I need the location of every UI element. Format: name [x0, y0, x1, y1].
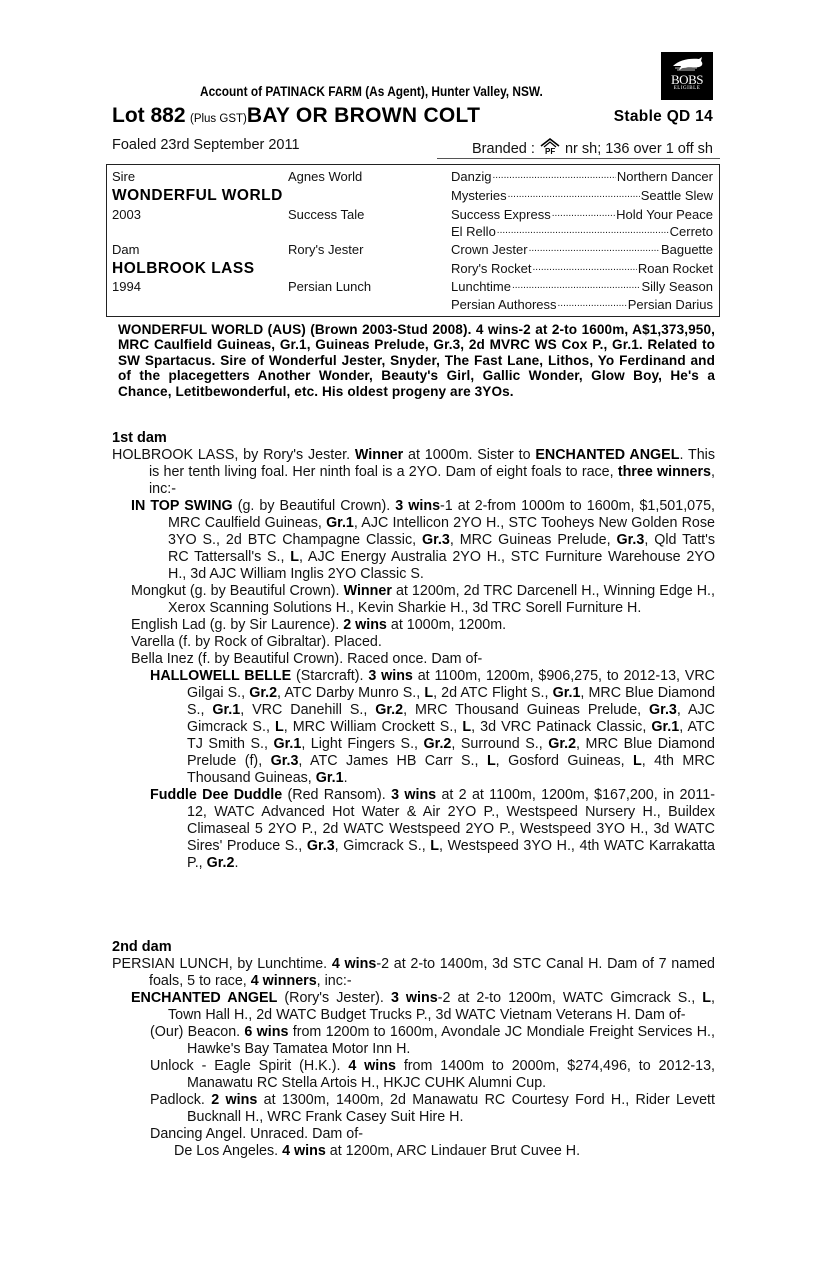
dam-intro: HOLBROOK LASS, by Rory's Jester. Winner at 1000m. Sister to ENCHANTED ANGEL. This is her tenth living foal. Her ninth foal is a 2YO. Dam of eight foals to race, three winners, inc:- [112, 447, 715, 497]
horse-head-icon [669, 56, 705, 72]
ancestor-sire: El Rello [451, 224, 496, 239]
ancestor-dam: Silly Season [641, 279, 713, 294]
progeny-entry: Mongkut (g. by Beautiful Crown). Winner at 1200m, 2d TRC Darcenell H., Winning Edge H., Xerox Scanning Solutions H., Kevin Sharkie H., 3d TRC Sorell Furniture H. [131, 583, 715, 616]
second-dam-section [112, 939, 715, 1160]
lot-description: BAY OR BROWN COLT [246, 104, 481, 127]
progeny-entry: Dancing Angel. Unraced. Dam of- [150, 1126, 363, 1142]
progeny-list [112, 498, 715, 872]
ancestor-dam: Roan Rocket [637, 261, 713, 276]
logo-eligible-text: ELIGIBLE [673, 86, 701, 91]
ancestor-row [451, 279, 713, 294]
lot-heading [112, 104, 715, 128]
ancestor-dam: Hold Your Peace [616, 207, 713, 222]
progeny-entry: (Our) Beacon. 6 wins from 1200m to 1600m, Avondale JC Mondiale Freight Services H., Hawke's Bay Tamatea Motor Inn H. [150, 1024, 715, 1057]
section-heading: 2nd dam [112, 939, 172, 955]
branded-label: Branded : [472, 141, 535, 157]
sire-label: Sire [112, 169, 136, 184]
progeny-entry: IN TOP SWING (g. by Beautiful Crown). 3 wins-1 at 2-from 1000m to 1600m, $1,501,075, MRC Caulfield Guineas, Gr.1, AJC Intellicon 2YO H., STC Tooheys New Golden Rose 3YO S., 2d BTC Champagne Classic, Gr.3, MRC Guineas Prelude, Gr.3, Qld Tatt's RC Tattersall's S., L, AJC Energy Australia 2YO H., STC Furniture Warehouse 2YO H., 3d AJC William Inglis 2YO Classic S. [131, 498, 716, 582]
progeny-list [112, 990, 715, 1160]
leader-dots [552, 207, 615, 222]
progeny-entry: De Los Angeles. 4 wins at 1200m, ARC Lindauer Brut Cuvee H. [174, 1143, 581, 1159]
ancestor-row [451, 169, 713, 184]
progeny-entry: ENCHANTED ANGEL (Rory's Jester). 3 wins-2 at 2-to 1200m, WATC Gimcrack S., L, Town Hall H., 2d WATC Budget Trucks P., 3d WATC Vietnam Veterans H. Dam of- [131, 990, 716, 1023]
ancestor-sire: Lunchtime [451, 279, 511, 294]
ancestor-row [451, 261, 713, 276]
leader-dots [512, 279, 640, 294]
vendor-account: Account of PATINACK FARM (As Agent), Hunter Valley, NSW. [200, 84, 543, 99]
logo-bobs-text: BOBS [671, 72, 703, 87]
progeny-entry: Padlock. 2 wins at 1300m, 1400m, 2d Manawatu RC Courtesy Ford H., Rider Levett Bucknall H., WRC Frank Casey Suit Hire H. [150, 1092, 716, 1125]
leader-dots [492, 169, 615, 184]
leader-dots [529, 242, 660, 257]
section-heading: 1st dam [112, 430, 167, 446]
progeny-entry: HALLOWELL BELLE (Starcraft). 3 wins at 1100m, 1200m, $906,275, to 2012-13, VRC Gilgai S., Gr.2, ATC Darby Munro S., L, 2d ATC Flight S., Gr.1, MRC Blue Diamond S., Gr.1, VRC Danehill S., Gr.2, MRC Thousand Guineas Prelude, Gr.3, AJC Gimcrack S., L, MRC William Crockett S., L, 3d VRC Patinack Classic, Gr.1, ATC TJ Smith S., Gr.1, Light Fingers S., Gr.2, Surround S., Gr.2, MRC Blue Diamond Prelude (f), Gr.3, ATC James HB Carr S., L, Gosford Guineas, L, 4th MRC Thousand Guineas, Gr.1. [150, 668, 716, 786]
leader-dots [533, 261, 637, 276]
sire-year: 2003 [112, 207, 141, 222]
ancestor-sire: Danzig [451, 169, 492, 184]
progeny-entry: Unlock - Eagle Spirit (H.K.). 4 wins from 1400m to 2000m, $274,496, to 2012-13, Manawatu RC Stella Artois H., HKJC CUHK Alumni Cup. [150, 1058, 715, 1091]
ancestor-dam: Northern Dancer [616, 169, 713, 184]
bobs-eligible-logo [661, 52, 713, 100]
progeny-entry: Bella Inez (f. by Beautiful Crown). Raced once. Dam of- [131, 651, 483, 667]
header-divider [437, 158, 720, 159]
ancestor-row [451, 242, 713, 257]
leader-dots [558, 297, 627, 312]
dam-sire: Rory's Jester [288, 242, 364, 257]
progeny-entry: Fuddle Dee Duddle (Red Ransom). 3 wins at 2 at 1100m, 1200m, $167,200, in 2011-12, WATC Advanced Hot Water & Air 2YO P., Westspeed Nursery H., Buildex Climaseal 5 2YO P., 2d WATC Westspeed 2YO P., Westspeed 3YO H., 3d WATC Sires' Produce S., Gr.3, Gimcrack S., L, Westspeed 3YO H., 4th WATC Karrakatta P., Gr.2. [150, 787, 716, 871]
dam-label: Dam [112, 242, 140, 257]
ancestor-dam: Persian Darius [627, 297, 713, 312]
ancestor-sire: Rory's Rocket [451, 261, 532, 276]
svg-text:PF: PF [544, 147, 556, 155]
ancestor-row [451, 207, 713, 222]
branded-text: nr sh; 136 over 1 off sh [564, 141, 713, 157]
sire-summary: WONDERFUL WORLD (AUS) (Brown 2003-Stud 2008). 4 wins-2 at 2-to 1600m, A$1,373,950, MRC Caulfield Guineas, Gr.1, Guineas Prelude, Gr.3, 2d MVRC WS Cox P., Gr.1. Related to SW Spartacus. Sire of Wonderful Jester, Snyder, The Fast Lane, Lithos, Yo Ferdinand and of the placegetters Another Wonder, Beauty's Girl, Gallic Wonder, Glow Boy, He's a Chance, Letitbewonderful, etc. His oldest progeny are 3YOs. [118, 322, 715, 399]
first-dam-section [112, 430, 715, 872]
ancestor-row [451, 297, 713, 312]
pedigree-table [106, 164, 720, 317]
progeny-entry: Varella (f. by Rock of Gibraltar). Placed. [131, 634, 382, 650]
foaled-date: Foaled 23rd September 2011 [112, 137, 300, 153]
sire-sire: Agnes World [288, 169, 363, 184]
ancestor-sire: Success Express [451, 207, 551, 222]
dam-year: 1994 [112, 279, 141, 294]
ancestor-dam: Baguette [660, 242, 713, 257]
ancestor-dam: Cerreto [669, 224, 713, 239]
leader-dots [497, 224, 669, 239]
dam-name: HOLBROOK LASS [112, 260, 255, 277]
dam-intro: PERSIAN LUNCH, by Lunchtime. 4 wins-2 at 2-to 1400m, 3d STC Canal H. Dam of 7 named foals, 5 to race, 4 winners, inc:- [112, 956, 716, 989]
dam-dam: Persian Lunch [288, 279, 372, 294]
brand-mark-icon [539, 137, 561, 155]
brand-info [472, 137, 713, 157]
ancestor-sire: Crown Jester [451, 242, 528, 257]
ancestor-sire: Persian Authoress [451, 297, 557, 312]
ancestor-sire: Mysteries [451, 188, 507, 203]
ancestor-row [451, 224, 713, 239]
ancestor-row [451, 188, 713, 203]
sire-name: WONDERFUL WORLD [112, 187, 283, 204]
plus-gst-note: (Plus GST) [189, 113, 247, 125]
sire-dam: Success Tale [288, 207, 365, 222]
stable-number: Stable QD 14 [613, 108, 713, 125]
ancestor-dam: Seattle Slew [640, 188, 713, 203]
lot-number: Lot 882 [112, 104, 186, 127]
progeny-entry: English Lad (g. by Sir Laurence). 2 wins at 1000m, 1200m. [131, 617, 507, 633]
leader-dots [508, 188, 640, 203]
